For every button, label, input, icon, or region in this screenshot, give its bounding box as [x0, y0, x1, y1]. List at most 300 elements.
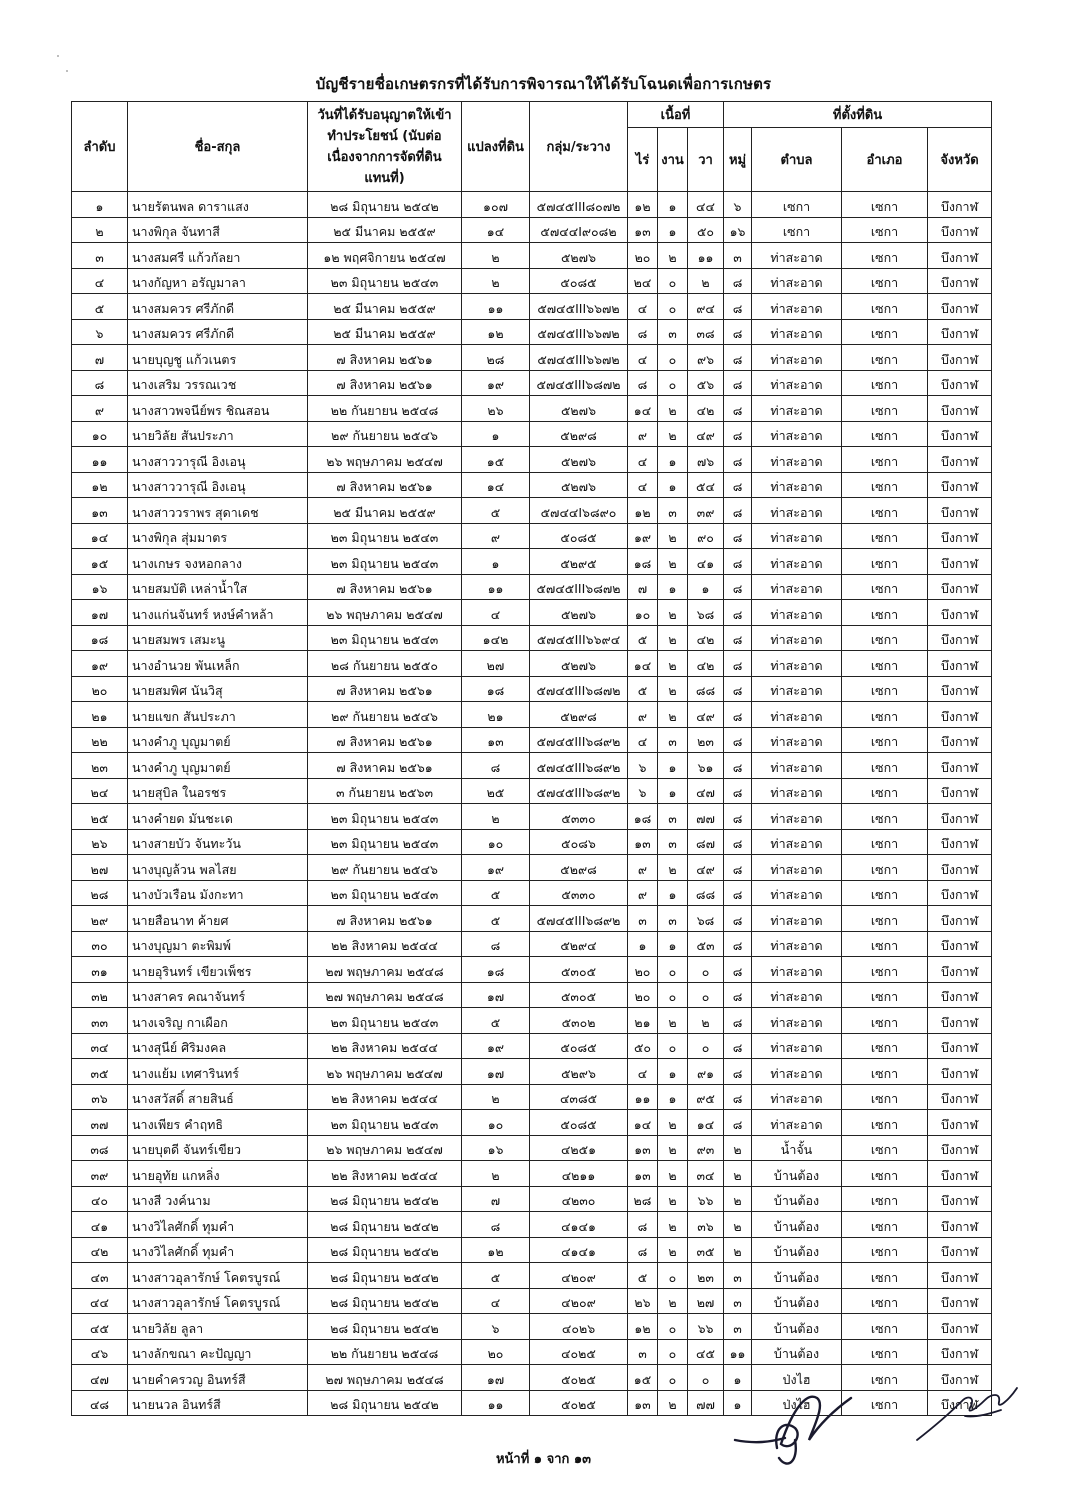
permit-date: ๒๗ พฤษภาคม ๒๕๔๘ [308, 957, 462, 983]
province: บึงกาฬ [928, 243, 992, 269]
tambon: ท่าสะอาด [752, 1059, 842, 1085]
area-rai: ๖ [628, 753, 658, 779]
plot-number: ๑๐๗ [462, 192, 530, 218]
plot-number: ๑๐ [462, 1110, 530, 1136]
group-sheet: ๕๗๔๕III๖๘๙๒ [530, 778, 628, 804]
village-moo: ๓ [724, 1263, 752, 1289]
row-no: ๓๐ [72, 931, 128, 957]
plot-number: ๑๒ [462, 319, 530, 345]
amphoe: เซกา [842, 523, 928, 549]
permit-date: ๒๒ สิงหาคม ๒๕๔๔ [308, 1161, 462, 1187]
permit-date: ๒๘ มิถุนายน ๒๕๔๒ [308, 1263, 462, 1289]
group-sheet: ๕๒๙๕ [530, 549, 628, 575]
village-moo: ๘ [724, 727, 752, 753]
village-moo: ๓ [724, 243, 752, 269]
area-ngan: ๓ [658, 498, 688, 524]
village-moo: ๓ [724, 1314, 752, 1340]
area-ngan: ๐ [658, 982, 688, 1008]
group-sheet: ๔๒๕๑ [530, 1135, 628, 1161]
group-sheet: ๕๗๔๕III๖๖๗๒ [530, 294, 628, 320]
tambon: ท่าสะอาด [752, 625, 842, 651]
row-no: ๑๐ [72, 421, 128, 447]
farmer-name: นางสวัสดิ์ สายสินธ์ [128, 1084, 308, 1110]
plot-number: ๒ [462, 1084, 530, 1110]
area-rai: ๑๔ [628, 1110, 658, 1136]
scan-speck [57, 55, 59, 57]
group-sheet: ๕๗๔๕III๖๘๗๒ [530, 370, 628, 396]
village-moo: ๘ [724, 294, 752, 320]
province: บึงกาฬ [928, 1161, 992, 1187]
area-wa: ๔๙ [688, 855, 724, 881]
farmer-name: นางสาวพจนีย์พร ชิณสอน [128, 396, 308, 422]
province: บึงกาฬ [928, 268, 992, 294]
village-moo: ๒ [724, 1186, 752, 1212]
area-wa: ๒๗ [688, 1288, 724, 1314]
group-sheet: ๕๒๗๖ [530, 472, 628, 498]
amphoe: เซกา [842, 370, 928, 396]
area-ngan: ๒ [658, 1237, 688, 1263]
area-wa: ๙๓ [688, 1135, 724, 1161]
group-sheet: ๔๒๓๐ [530, 1186, 628, 1212]
table-row [72, 1263, 992, 1289]
area-ngan: ๑ [658, 880, 688, 906]
area-ngan: ๓ [658, 804, 688, 830]
tambon: ท่าสะอาด [752, 906, 842, 932]
plot-number: ๗ [462, 1186, 530, 1212]
area-wa: ๔๒ [688, 396, 724, 422]
table-row [72, 574, 992, 600]
area-wa: ๖๘ [688, 600, 724, 626]
province: บึงกาฬ [928, 600, 992, 626]
amphoe: เซกา [842, 1237, 928, 1263]
amphoe: เซกา [842, 268, 928, 294]
area-wa: ๖๖ [688, 1314, 724, 1340]
plot-number: ๑๗ [462, 1365, 530, 1391]
village-moo: ๘ [724, 1084, 752, 1110]
tambon: ท่าสะอาด [752, 574, 842, 600]
table-row [72, 243, 992, 269]
table-row [72, 447, 992, 473]
farmer-name: นายอุทัย แกหลิ่ง [128, 1161, 308, 1187]
group-sheet: ๔๒๐๙ [530, 1263, 628, 1289]
tambon: ท่าสะอาด [752, 804, 842, 830]
row-no: ๓๗ [72, 1110, 128, 1136]
farmer-name: นายรัตนพล ดาราแสง [128, 192, 308, 218]
group-sheet: ๕๒๙๖ [530, 1059, 628, 1085]
tambon: ท่าสะอาด [752, 1008, 842, 1034]
row-no: ๑๙ [72, 651, 128, 677]
table-row [72, 217, 992, 243]
farmer-name: นายสมบัติ เหล่าน้ำใส [128, 574, 308, 600]
table-row [72, 345, 992, 371]
province: บึงกาฬ [928, 625, 992, 651]
village-moo: ๘ [724, 600, 752, 626]
permit-date: ๒๓ มิถุนายน ๒๕๔๓ [308, 523, 462, 549]
signature-mark-2 [905, 1370, 1035, 1450]
permit-date: ๒๖ พฤษภาคม ๒๕๔๗ [308, 600, 462, 626]
province: บึงกาฬ [928, 753, 992, 779]
permit-date: ๒๓ มิถุนายน ๒๕๔๓ [308, 880, 462, 906]
permit-date: ๒๘ มิถุนายน ๒๕๔๒ [308, 1288, 462, 1314]
table-row [72, 651, 992, 677]
row-no: ๔ [72, 268, 128, 294]
farmer-name: นางคำภู บุญมาตย์ [128, 727, 308, 753]
farmer-name: นางสุนีย์ ศิริมงคล [128, 1033, 308, 1059]
tambon: ท่าสะอาด [752, 651, 842, 677]
tambon: ท่าสะอาด [752, 727, 842, 753]
header-ngan: งาน [658, 128, 688, 192]
group-sheet: ๕๐๒๕ [530, 1365, 628, 1391]
row-no: ๒๗ [72, 855, 128, 881]
row-no: ๓๘ [72, 1135, 128, 1161]
farmer-name: นางสี วงค์นาม [128, 1186, 308, 1212]
village-moo: ๘ [724, 651, 752, 677]
table-body [72, 192, 992, 1416]
area-rai: ๑๕ [628, 1365, 658, 1391]
permit-date: ๑๒ พฤศจิกายน ๒๕๔๗ [308, 243, 462, 269]
area-rai: ๑๘ [628, 549, 658, 575]
plot-number: ๑๑ [462, 1390, 530, 1416]
tambon: น้ำจั้น [752, 1135, 842, 1161]
group-sheet: ๕๒๙๔ [530, 931, 628, 957]
row-no: ๒๒ [72, 727, 128, 753]
farmer-name: นางเพียร คำฤทธิ [128, 1110, 308, 1136]
header-tambon: ตำบล [752, 128, 842, 192]
area-rai: ๙ [628, 880, 658, 906]
area-wa: ๓๘ [688, 319, 724, 345]
plot-number: ๔ [462, 1288, 530, 1314]
area-ngan: ๐ [658, 345, 688, 371]
farmer-name: นางแก่นจันทร์ หงษ์คำหล้า [128, 600, 308, 626]
farmer-name: นายสมพิศ นันวิสุ [128, 676, 308, 702]
amphoe: เซกา [842, 192, 928, 218]
permit-date: ๗ สิงหาคม ๒๕๖๑ [308, 676, 462, 702]
amphoe: เซกา [842, 319, 928, 345]
area-wa: ๔๗ [688, 778, 724, 804]
table-row [72, 804, 992, 830]
area-wa: ๓๕ [688, 1237, 724, 1263]
area-wa: ๐ [688, 982, 724, 1008]
area-rai: ๑๐ [628, 600, 658, 626]
permit-date: ๒๕ มีนาคม ๒๕๕๙ [308, 319, 462, 345]
area-rai: ๒๘ [628, 1186, 658, 1212]
area-ngan: ๑ [658, 192, 688, 218]
table-row [72, 676, 992, 702]
permit-date: ๒๒ กันยายน ๒๕๔๘ [308, 396, 462, 422]
permit-date: ๗ สิงหาคม ๒๕๖๑ [308, 906, 462, 932]
farmer-name: นางเจริญ กาเผือก [128, 1008, 308, 1034]
farmer-name: นายบุตดี จันทร์เขียว [128, 1135, 308, 1161]
tambon: ท่าสะอาด [752, 523, 842, 549]
farmer-list-table [71, 101, 992, 1416]
farmer-name: นายสุบิล ในอรชร [128, 778, 308, 804]
area-ngan: ๒ [658, 1008, 688, 1034]
group-sheet: ๕๐๘๕ [530, 523, 628, 549]
row-no: ๑๒ [72, 472, 128, 498]
area-rai: ๔ [628, 294, 658, 320]
area-ngan: ๐ [658, 294, 688, 320]
village-moo: ๘ [724, 447, 752, 473]
amphoe: เซกา [842, 294, 928, 320]
province: บึงกาฬ [928, 1059, 992, 1085]
area-wa: ๔๙ [688, 421, 724, 447]
tambon: ท่าสะอาด [752, 421, 842, 447]
area-ngan: ๒ [658, 1110, 688, 1136]
farmer-name: นางเสริม วรรณเวช [128, 370, 308, 396]
area-wa: ๙๑ [688, 1059, 724, 1085]
tambon: ท่าสะอาด [752, 931, 842, 957]
area-ngan: ๑ [658, 472, 688, 498]
table-row [72, 1110, 992, 1136]
table-row [72, 931, 992, 957]
amphoe: เซกา [842, 1339, 928, 1365]
amphoe: เซกา [842, 1288, 928, 1314]
group-sheet: ๕๐๒๕ [530, 1390, 628, 1416]
group-sheet: ๕๗๔๕III๖๖๙๔ [530, 625, 628, 651]
tambon: ท่าสะอาด [752, 957, 842, 983]
group-sheet: ๕๐๘๖ [530, 829, 628, 855]
farmer-name: นายแขก สันประภา [128, 702, 308, 728]
area-rai: ๕ [628, 625, 658, 651]
area-rai: ๑๓ [628, 829, 658, 855]
area-rai: ๗ [628, 574, 658, 600]
area-wa: ๐ [688, 1033, 724, 1059]
area-rai: ๒๐ [628, 243, 658, 269]
area-wa: ๕๖ [688, 370, 724, 396]
group-sheet: ๕๐๘๕ [530, 1033, 628, 1059]
table-row [72, 472, 992, 498]
permit-date: ๒๗ พฤษภาคม ๒๕๔๘ [308, 982, 462, 1008]
amphoe: เซกา [842, 1161, 928, 1187]
plot-number: ๑๙ [462, 370, 530, 396]
group-sheet: ๕๒๙๘ [530, 421, 628, 447]
village-moo: ๘ [724, 319, 752, 345]
tambon: บ้านต้อง [752, 1339, 842, 1365]
tambon: บ้านต้อง [752, 1186, 842, 1212]
plot-number: ๑๔ [462, 217, 530, 243]
plot-number: ๘ [462, 753, 530, 779]
amphoe: เซกา [842, 1263, 928, 1289]
group-sheet: ๕๗๔๕III๖๘๙๒ [530, 753, 628, 779]
amphoe: เซกา [842, 574, 928, 600]
table-row [72, 370, 992, 396]
group-sheet: ๕๒๗๖ [530, 600, 628, 626]
group-sheet: ๔๒๑๑ [530, 1161, 628, 1187]
group-sheet: ๕๒๗๖ [530, 243, 628, 269]
table-row [72, 778, 992, 804]
area-ngan: ๐ [658, 370, 688, 396]
plot-number: ๒ [462, 1161, 530, 1187]
row-no: ๔๖ [72, 1339, 128, 1365]
village-moo: ๒ [724, 1212, 752, 1238]
plot-number: ๘ [462, 1212, 530, 1238]
amphoe: เซกา [842, 855, 928, 881]
area-wa: ๙๔ [688, 294, 724, 320]
farmer-name: นายนวล อินทร์สี [128, 1390, 308, 1416]
village-moo: ๘ [724, 498, 752, 524]
amphoe: เซกา [842, 906, 928, 932]
farmer-name: นางลักขณา คะปัญญา [128, 1339, 308, 1365]
area-wa: ๑๔ [688, 1110, 724, 1136]
permit-date: ๒๓ มิถุนายน ๒๕๔๓ [308, 804, 462, 830]
permit-date: ๒๘ มิถุนายน ๒๕๔๒ [308, 1212, 462, 1238]
tambon: ท่าสะอาด [752, 1110, 842, 1136]
plot-number: ๕ [462, 1263, 530, 1289]
farmer-name: นางวิไลศักดิ์ ทุมคำ [128, 1237, 308, 1263]
header-province: จังหวัด [928, 128, 992, 192]
group-sheet: ๕๒๗๖ [530, 447, 628, 473]
plot-number: ๕ [462, 498, 530, 524]
area-wa: ๘๗ [688, 829, 724, 855]
group-sheet: ๕๓๓๐ [530, 880, 628, 906]
permit-date: ๒๒ สิงหาคม ๒๕๔๔ [308, 1033, 462, 1059]
permit-date: ๒๒ สิงหาคม ๒๕๔๔ [308, 1084, 462, 1110]
area-wa: ๑๑ [688, 243, 724, 269]
farmer-name: นางสายบัว จันทะวัน [128, 829, 308, 855]
row-no: ๔๒ [72, 1237, 128, 1263]
province: บึงกาฬ [928, 1135, 992, 1161]
farmer-name: นางเกษร จงหอกลาง [128, 549, 308, 575]
permit-date: ๒๖ พฤษภาคม ๒๕๔๗ [308, 1059, 462, 1085]
area-rai: ๔ [628, 1059, 658, 1085]
permit-date: ๒๘ มิถุนายน ๒๕๔๒ [308, 1390, 462, 1416]
area-rai: ๑๙ [628, 523, 658, 549]
village-moo: ๘ [724, 396, 752, 422]
tambon: บ้านต้อง [752, 1237, 842, 1263]
area-ngan: ๒ [658, 855, 688, 881]
permit-date: ๓ กันยายน ๒๕๖๓ [308, 778, 462, 804]
table-row [72, 1186, 992, 1212]
header-name: ชื่อ-สกุล [128, 102, 308, 192]
header-plot: แปลงที่ดิน [462, 102, 530, 192]
permit-date: ๒๕ มีนาคม ๒๕๕๙ [308, 294, 462, 320]
permit-date: ๒๓ มิถุนายน ๒๕๔๓ [308, 549, 462, 575]
area-wa: ๖๘ [688, 906, 724, 932]
tambon: ท่าสะอาด [752, 600, 842, 626]
village-moo: ๑๖ [724, 217, 752, 243]
area-ngan: ๑ [658, 447, 688, 473]
table-row [72, 1314, 992, 1340]
row-no: ๑๖ [72, 574, 128, 600]
plot-number: ๒๐ [462, 1339, 530, 1365]
amphoe: เซกา [842, 1135, 928, 1161]
permit-date: ๒๓ มิถุนายน ๒๕๔๓ [308, 1110, 462, 1136]
village-moo: ๘ [724, 1033, 752, 1059]
area-ngan: ๒ [658, 1135, 688, 1161]
table-row [72, 319, 992, 345]
tambon: ท่าสะอาด [752, 396, 842, 422]
farmer-name: นางวิไลศักดิ์ ทุมคำ [128, 1212, 308, 1238]
plot-number: ๒๗ [462, 651, 530, 677]
village-moo: ๘ [724, 549, 752, 575]
area-wa: ๕๐ [688, 217, 724, 243]
province: บึงกาฬ [928, 294, 992, 320]
province: บึงกาฬ [928, 651, 992, 677]
plot-number: ๑ [462, 421, 530, 447]
village-moo: ๘ [724, 523, 752, 549]
area-ngan: ๓ [658, 319, 688, 345]
province: บึงกาฬ [928, 982, 992, 1008]
tambon: ป่งไฮ [752, 1365, 842, 1391]
amphoe: เซกา [842, 1084, 928, 1110]
row-no: ๒๙ [72, 906, 128, 932]
province: บึงกาฬ [928, 1008, 992, 1034]
province: บึงกาฬ [928, 472, 992, 498]
group-sheet: ๕๓๐๕ [530, 982, 628, 1008]
area-rai: ๖ [628, 778, 658, 804]
village-moo: ๘ [724, 957, 752, 983]
area-rai: ๒๐ [628, 982, 658, 1008]
village-moo: ๘ [724, 855, 752, 881]
plot-number: ๑๘ [462, 957, 530, 983]
permit-date: ๒๕ มีนาคม ๒๕๕๙ [308, 217, 462, 243]
province: บึงกาฬ [928, 1263, 992, 1289]
farmer-name: นายวิลัย ลูลา [128, 1314, 308, 1340]
farmer-name: นางสาววราพร สุดาเดช [128, 498, 308, 524]
group-sheet: ๕๓๓๐ [530, 804, 628, 830]
header-group: กลุ่ม/ระวาง [530, 102, 628, 192]
village-moo: ๘ [724, 931, 752, 957]
group-sheet: ๔๒๐๙ [530, 1288, 628, 1314]
province: บึงกาฬ [928, 727, 992, 753]
row-no: ๒ [72, 217, 128, 243]
row-no: ๒๓ [72, 753, 128, 779]
farmer-name: นางสมควร ศรีภักดี [128, 319, 308, 345]
farmer-name: นางสาววารุณี อิงเอนุ [128, 472, 308, 498]
table-row [72, 396, 992, 422]
area-rai: ๑๓ [628, 217, 658, 243]
plot-number: ๑๓ [462, 727, 530, 753]
row-no: ๑๑ [72, 447, 128, 473]
area-rai: ๑๔ [628, 651, 658, 677]
amphoe: เซกา [842, 651, 928, 677]
group-sheet: ๔๐๒๕ [530, 1339, 628, 1365]
permit-date: ๗ สิงหาคม ๒๕๖๑ [308, 370, 462, 396]
group-sheet: ๕๗๔๕III๖๘๙๒ [530, 906, 628, 932]
village-moo: ๘ [724, 1110, 752, 1136]
farmer-name: นางสมควร ศรีภักดี [128, 294, 308, 320]
area-rai: ๔ [628, 727, 658, 753]
plot-number: ๑๗ [462, 982, 530, 1008]
tambon: ท่าสะอาด [752, 676, 842, 702]
table-row [72, 1288, 992, 1314]
amphoe: เซกา [842, 421, 928, 447]
village-moo: ๘ [724, 880, 752, 906]
row-no: ๓๕ [72, 1059, 128, 1085]
area-rai: ๑๑ [628, 1084, 658, 1110]
row-no: ๓๑ [72, 957, 128, 983]
plot-number: ๒๑ [462, 702, 530, 728]
area-ngan: ๐ [658, 1033, 688, 1059]
area-rai: ๙ [628, 421, 658, 447]
row-no: ๘ [72, 370, 128, 396]
permit-date: ๒๓ มิถุนายน ๒๕๔๓ [308, 625, 462, 651]
area-rai: ๑๒ [628, 1314, 658, 1340]
amphoe: เซกา [842, 982, 928, 1008]
permit-date: ๗ สิงหาคม ๒๕๖๑ [308, 574, 462, 600]
permit-date: ๒๓ มิถุนายน ๒๕๔๓ [308, 268, 462, 294]
tambon: ท่าสะอาด [752, 268, 842, 294]
farmer-name: นางบุญล้วน พลไสย [128, 855, 308, 881]
area-ngan: ๒ [658, 421, 688, 447]
area-wa: ๘๘ [688, 676, 724, 702]
province: บึงกาฬ [928, 1033, 992, 1059]
province: บึงกาฬ [928, 1084, 992, 1110]
permit-date: ๒๘ มิถุนายน ๒๕๔๒ [308, 1314, 462, 1340]
farmer-name: นางคำยด มันชะเด [128, 804, 308, 830]
area-rai: ๔ [628, 345, 658, 371]
village-moo: ๘ [724, 676, 752, 702]
